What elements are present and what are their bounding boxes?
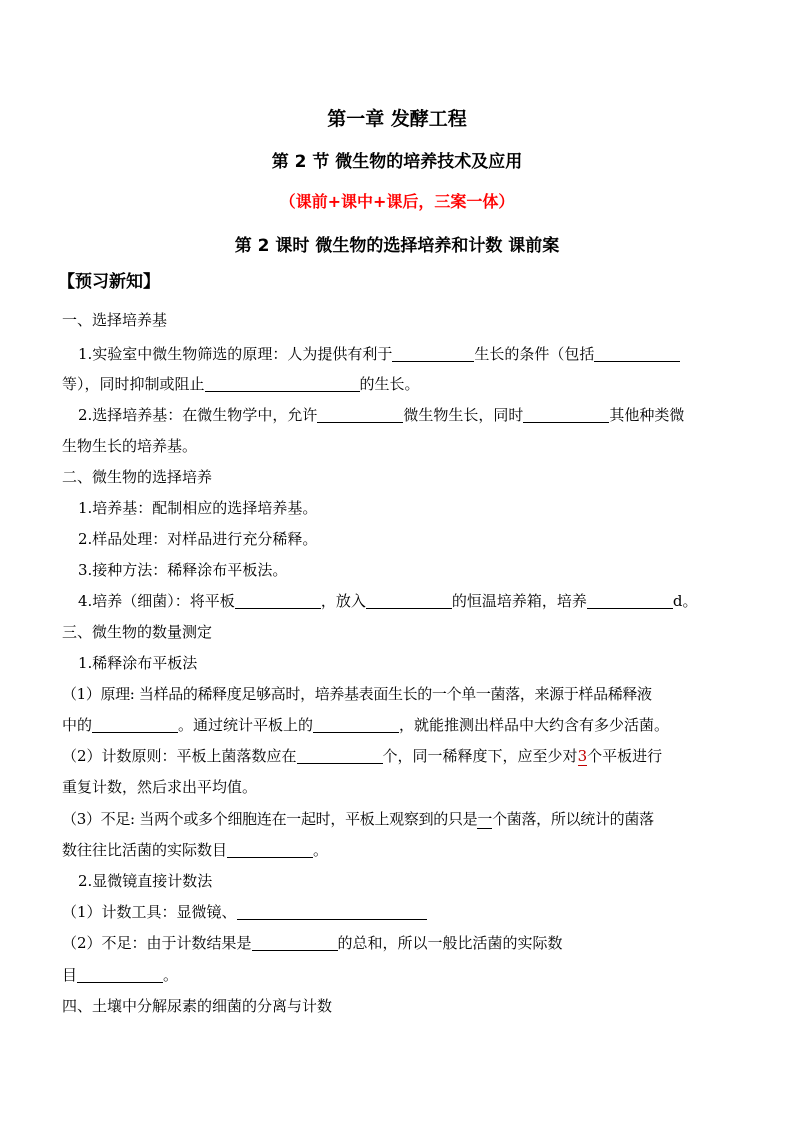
preview-header: 【预习新知】 xyxy=(58,272,160,292)
blank xyxy=(392,345,474,362)
part2-heading: 二、微生物的选择培养 xyxy=(62,468,213,486)
subtitle-red: （课前+课中+课后，三案一体） xyxy=(279,192,515,211)
part3-sub1: 1.稀释涂布平板法 xyxy=(78,654,198,672)
part2-item2: 2.样品处理：对样品进行充分稀释。 xyxy=(78,530,318,548)
highlight-number: 3 xyxy=(577,747,588,765)
part3-p2-line2: 重复计数，然后求出平均值。 xyxy=(62,778,258,796)
lesson-title: 第 2 课时 微生物的选择培养和计数 课前案 xyxy=(234,236,560,256)
section-title: 第 2 节 微生物的培养技术及应用 xyxy=(271,152,523,172)
blank xyxy=(313,716,399,733)
part2-item3: 3.接种方法：稀释涂布平板法。 xyxy=(78,561,288,579)
part1-item2-line2: 生物生长的培养基。 xyxy=(62,437,198,455)
blank xyxy=(92,716,178,733)
part1-item1-line2: 等），同时抑制或阻止 的生长。 xyxy=(62,375,420,393)
blank xyxy=(235,592,321,609)
part3-sub2: 2.显微镜直接计数法 xyxy=(78,872,213,890)
blank xyxy=(594,345,680,362)
part2-item1: 1.培养基：配制相应的选择培养基。 xyxy=(78,499,318,517)
part1-heading: 一、选择培养基 xyxy=(62,311,168,329)
blank xyxy=(237,903,427,920)
blank xyxy=(523,406,609,423)
blank xyxy=(587,592,673,609)
chapter-title: 第一章 发酵工程 xyxy=(327,108,467,130)
blank xyxy=(205,375,360,392)
part3-q2-line2: 目 。 xyxy=(62,966,179,984)
part1-item2-line1: 2.选择培养基：在微生物学中，允许 微生物生长，同时 其他种类微 xyxy=(78,406,685,424)
blank xyxy=(77,966,163,983)
part2-item4: 4.培养（细菌）：将平板 ，放入 的恒温培养箱，培养 d。 xyxy=(78,592,698,610)
part3-p2-line1: （2）计数原则：平板上菌落数应在 个，同一稀释度下，应至少对3个平板进行 xyxy=(62,747,663,765)
blank xyxy=(252,934,338,951)
part3-p3-line1: （3）不足: 当两个或多个细胞连在一起时，平板上观察到的只是一个菌落，所以统计的菌落 xyxy=(62,810,654,828)
blank xyxy=(297,747,383,764)
part3-q1: （1）计数工具：显微镜、 xyxy=(62,901,732,923)
part1-item1-line1: 1.实验室中微生物筛选的原理：人为提供有利于 生长的条件（包括 xyxy=(78,343,748,365)
part3-q2-line1: （2）不足：由于计数结果是 的总和，所以一般比活菌的实际数 xyxy=(62,934,563,952)
part4-heading: 四、土壤中分解尿素的细菌的分离与计数 xyxy=(62,997,333,1015)
underlined-one: 一 xyxy=(477,810,493,828)
part3-p3-line2: 数往往比活菌的实际数目 。 xyxy=(62,841,329,859)
blank xyxy=(366,592,452,609)
part3-heading: 三、微生物的数量测定 xyxy=(62,623,213,641)
blank xyxy=(317,406,403,423)
blank xyxy=(227,841,313,858)
part3-p1-line1: （1）原理: 当样品的稀释度足够高时，培养基表面生长的一个单一菌落，来源于样品稀释液 xyxy=(62,685,652,703)
part3-p1-line2: 中的 。通过统计平板上的 ，就能推测出样品中大约含有多少活菌。 xyxy=(62,716,670,734)
